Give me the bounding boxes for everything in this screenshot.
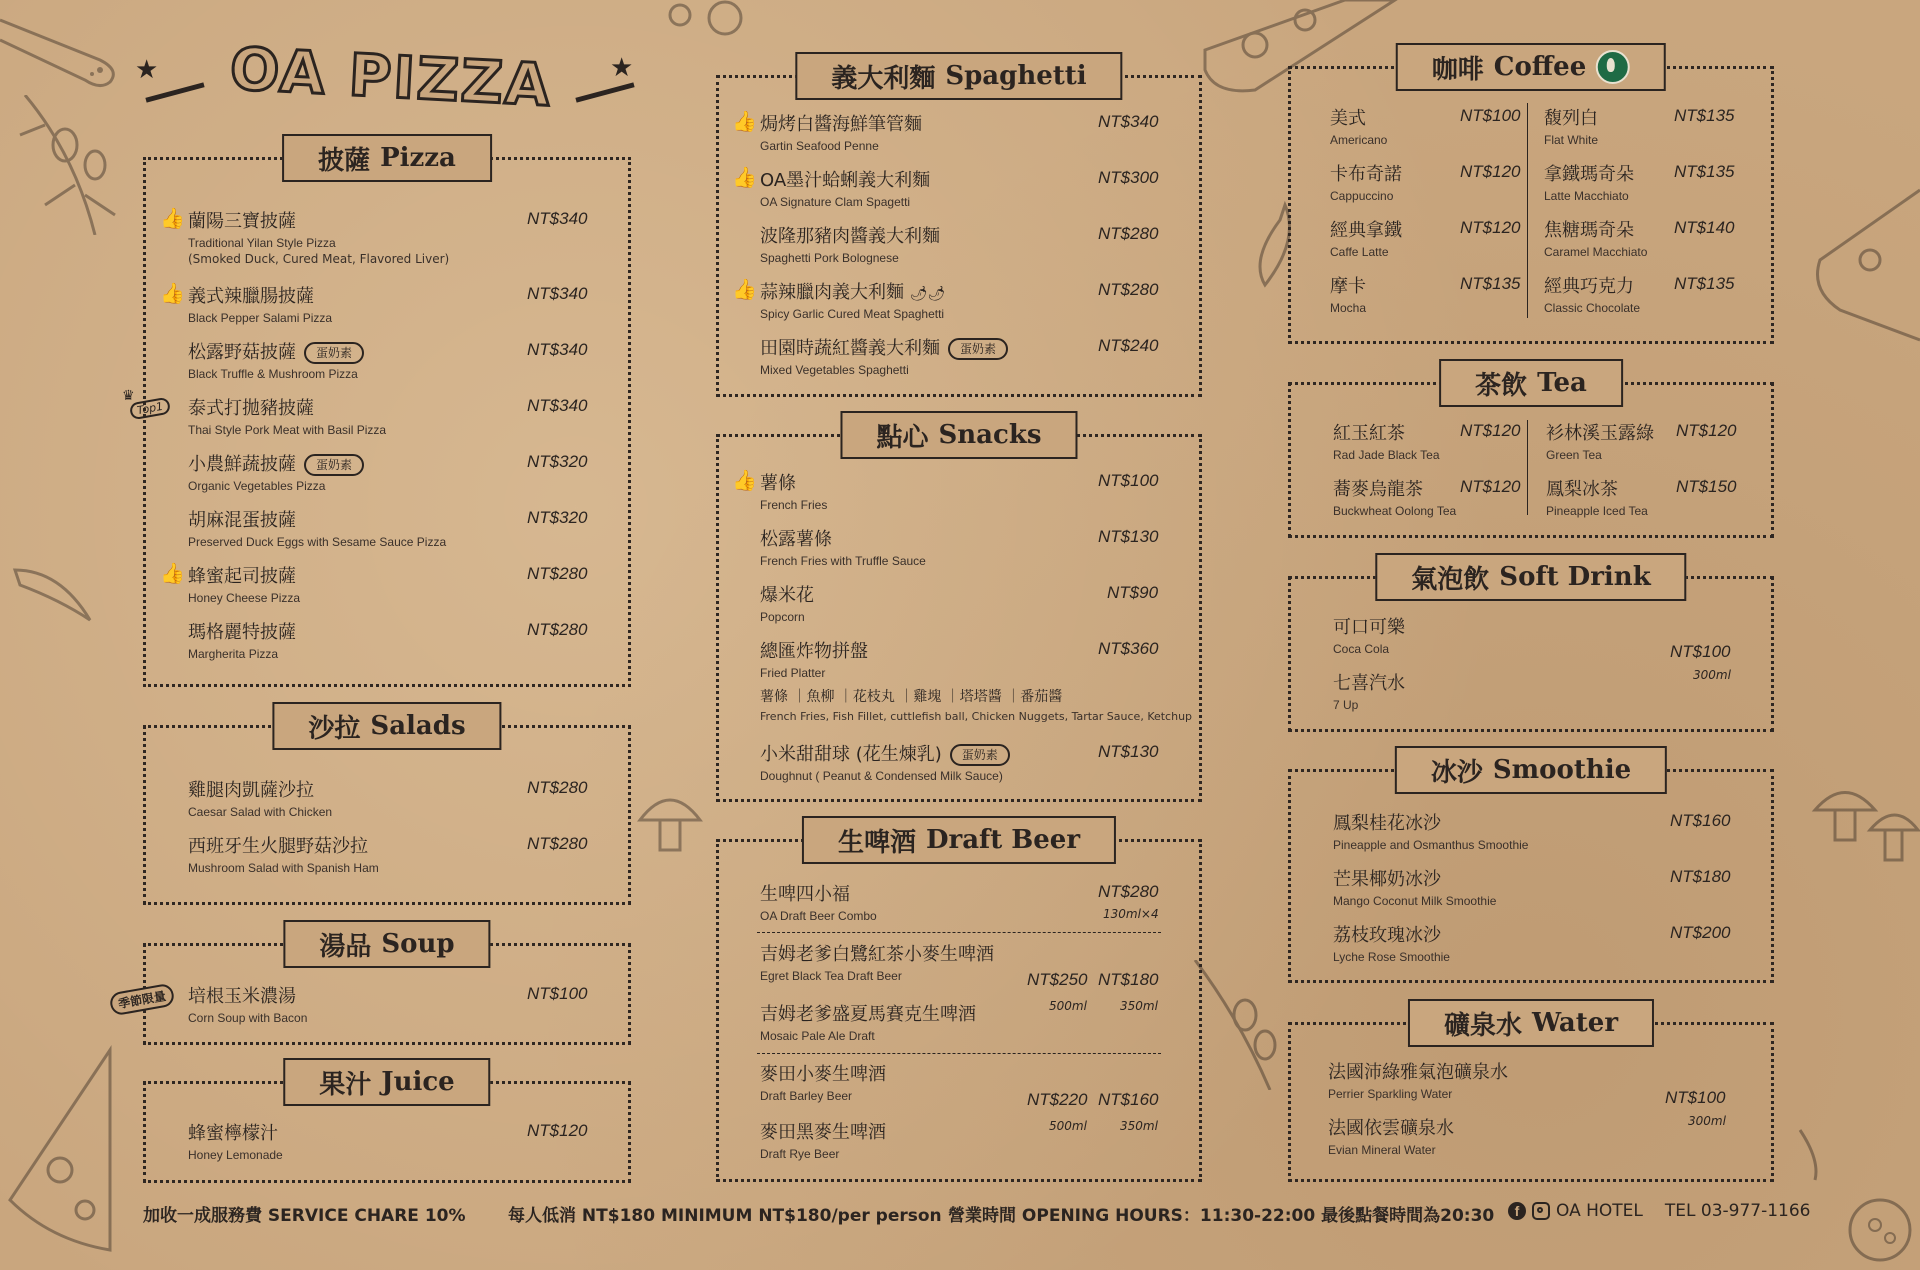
list-item (1544, 216, 1647, 259)
list-item (188, 1119, 283, 1162)
mushroom-sketch-icon (630, 780, 710, 860)
item-name-en: Thai Style Pork Meat with Basil Pizza (188, 423, 387, 437)
list-item (160, 281, 333, 325)
list-item (1546, 475, 1648, 518)
pizza-slice-sketch-icon (0, 1040, 120, 1270)
thumbs-up-icon: 👍 (160, 561, 185, 585)
item-name-zh: 焦糖瑪奇朵 (1544, 220, 1634, 241)
item-price: NT$160 (1670, 811, 1731, 830)
item-price: NT$280 (1098, 224, 1159, 243)
star-icon: ★ (610, 53, 634, 83)
thumbs-up-icon: 👍 (732, 277, 757, 301)
item-name-zh: 經典巧克力 (1544, 276, 1634, 297)
item-price: NT$120 (1460, 162, 1521, 181)
item-name-en: Coca Cola (1333, 642, 1390, 656)
juice-title-zh: 果汁 (319, 1069, 372, 1100)
list-item (732, 109, 922, 153)
star-icon: ★ (135, 55, 159, 85)
item-name-en: Fried Platter (760, 666, 826, 680)
item-name-zh: 衫林溪玉露綠 (1546, 423, 1654, 444)
list-item (760, 581, 814, 624)
list-item (1333, 921, 1450, 964)
logo-left-stroke (145, 82, 204, 102)
item-name-zh: 法國沛綠雅氣泡礦泉水 (1328, 1062, 1508, 1083)
item-note: (Smoked Duck, Cured Meat, Flavored Liver) (188, 252, 450, 266)
item-name-en: Honey Lemonade (188, 1148, 283, 1162)
item-price-small: NT$160 (1098, 1090, 1159, 1109)
item-name-zh: 胡麻混蛋披薩 (188, 510, 296, 531)
water-ribbon (1408, 999, 1654, 1047)
item-name-zh: 雞腿肉凱薩沙拉 (188, 780, 314, 801)
soup-ribbon (283, 920, 490, 968)
snacks-ribbon (840, 411, 1077, 459)
item-name-zh: 鳳梨冰茶 (1546, 479, 1618, 500)
platter-contents-zh: 薯條 ｜魚柳 ｜花枝丸 ｜雞塊 ｜塔塔醬 ｜番茄醬 (760, 689, 1063, 705)
list-item (188, 450, 364, 493)
item-name-en: Spaghetti Pork Bolognese (760, 251, 899, 265)
coffee-title-en: Coffee (1493, 52, 1587, 82)
item-price: NT$320 (527, 452, 588, 471)
item-name-en: Green Tea (1546, 448, 1602, 462)
item-name-zh: 小米甜甜球 (花生煉乳) (760, 744, 942, 765)
item-name-en: Mango Coconut Milk Smoothie (1333, 894, 1497, 908)
item-name-zh: OA墨汁蛤蜊義大利麵 (760, 170, 931, 191)
thumbs-up-icon: 👍 (732, 165, 757, 189)
list-item (1333, 419, 1440, 462)
item-name-zh: 松露野菇披薩 (188, 342, 296, 363)
item-price: NT$280 (527, 834, 588, 853)
hotel-contact (1508, 1201, 1811, 1221)
item-price: NT$280 (527, 620, 588, 639)
item-name-zh: 麥田小麥生啤酒 (760, 1064, 886, 1085)
item-name-en: Caffe Latte (1330, 245, 1389, 259)
item-price: NT$360 (1098, 639, 1159, 658)
list-item (732, 277, 946, 321)
logo (135, 34, 635, 120)
item-name-zh: 波隆那豬肉醬義大利麵 (760, 226, 940, 247)
list-item (188, 338, 364, 381)
item-price: NT$320 (527, 508, 588, 527)
item-name-en: OA Draft Beer Combo (760, 909, 877, 923)
list-item (1544, 104, 1598, 147)
item-price: NT$200 (1670, 923, 1731, 942)
list-item (760, 525, 926, 568)
item-price: NT$280 (1098, 882, 1159, 901)
list-item (760, 740, 1010, 783)
pizza-right-sketch-icon (1800, 180, 1920, 350)
tea-ribbon (1439, 359, 1623, 407)
platter-contents-en: French Fries, Fish Fillet, cuttlefish ball, Chicken Nuggets, Tartar Sauce, Ketchup (760, 710, 1193, 723)
opening-hours: 營業時間 OPENING HOURS：11:30-22:00 最後點餐時間為20:30 (948, 1206, 1495, 1226)
thumbs-up-icon: 👍 (160, 281, 185, 305)
list-item (188, 832, 379, 875)
item-name-zh: 七喜汽水 (1333, 673, 1405, 694)
item-name-zh: 總匯炸物拼盤 (760, 641, 868, 662)
item-name-zh: 小農鮮蔬披薩 (188, 454, 296, 475)
item-price: NT$100 (1098, 471, 1159, 490)
item-name-zh: 義式辣臘腸披薩 (188, 286, 314, 307)
item-price-large: NT$220 (1027, 1090, 1088, 1109)
salads-title-en: Salads (370, 711, 466, 741)
mushroom-right-sketch-icon (1810, 775, 1920, 865)
item-name-en: Black Truffle & Mushroom Pizza (188, 367, 358, 381)
item-name-zh: 吉姆老爹白鷺紅茶小麥生啤酒 (760, 944, 994, 965)
item-name-zh: 蕎麥烏龍茶 (1333, 479, 1423, 500)
item-price-small: NT$180 (1098, 970, 1159, 989)
item-price: NT$135 (1674, 274, 1735, 293)
smoothie-ribbon (1395, 746, 1667, 794)
item-name-zh: 蒜辣臘肉義大利麵 (760, 282, 904, 303)
item-price: NT$340 (1098, 112, 1159, 131)
item-price: NT$280 (1098, 280, 1159, 299)
chili-icon: 🌶🌶 (909, 286, 946, 302)
list-item (1544, 160, 1634, 203)
item-price: NT$140 (1674, 218, 1735, 237)
item-name-en: Latte Macchiato (1544, 189, 1629, 203)
item-name-zh: 鳳梨桂花冰沙 (1333, 813, 1441, 834)
item-name-en: Popcorn (760, 610, 805, 624)
list-item (760, 1118, 886, 1161)
item-name-zh: 麥田黑麥生啤酒 (760, 1122, 886, 1143)
soup-title-zh: 湯品 (319, 931, 372, 962)
list-item (732, 165, 931, 209)
list-item (1330, 160, 1402, 203)
coffee-ribbon (1396, 43, 1666, 91)
item-name-zh: 可口可樂 (1333, 617, 1405, 638)
starbucks-logo-icon (1596, 50, 1630, 84)
item-name-en: Egret Black Tea Draft Beer (760, 969, 902, 983)
pizza-bottom-right-sketch-icon (1790, 1120, 1920, 1270)
logo-text: OA PIZZA (228, 34, 554, 120)
snacks-title-zh: 點心 (876, 422, 929, 453)
item-name-en: Rad Jade Black Tea (1333, 448, 1440, 462)
item-name-zh: 荔枝玫瑰冰沙 (1333, 925, 1441, 946)
telephone: TEL 03-977-1166 (1664, 1201, 1811, 1221)
list-item (1333, 865, 1496, 908)
item-name-en: Margherita Pizza (188, 647, 279, 661)
list-item (122, 388, 387, 437)
item-price: NT$90 (1107, 583, 1159, 602)
item-name-en: Mushroom Salad with Spanish Ham (188, 861, 379, 875)
top1-tag: Top1 (129, 397, 171, 421)
smoothie-title-zh: 冰沙 (1430, 757, 1483, 788)
item-name-en: 7 Up (1333, 698, 1359, 712)
list-item (1333, 669, 1405, 712)
spaghetti-ribbon (795, 52, 1122, 100)
instagram-icon[interactable] (1532, 1202, 1550, 1220)
item-name-zh: 美式 (1330, 108, 1366, 129)
item-name-en: Caramel Macchiato (1544, 245, 1648, 259)
item-price: NT$150 (1676, 477, 1737, 496)
pizza-ribbon (282, 134, 492, 182)
item-name-en: Evian Mineral Water (1328, 1143, 1436, 1157)
item-price: NT$180 (1670, 867, 1731, 886)
item-name-en: Draft Barley Beer (760, 1089, 853, 1103)
list-item (760, 222, 940, 265)
list-item (188, 982, 307, 1025)
item-name-zh: 吉姆老爹盛夏馬賽克生啤酒 (760, 1004, 976, 1025)
item-name-zh: 拿鐵瑪奇朵 (1544, 164, 1634, 185)
olive-branch-right-sketch-icon (1190, 960, 1300, 1090)
sausage-sketch-icon (0, 0, 130, 90)
item-price: NT$340 (527, 396, 588, 415)
coffee-column-divider (1527, 103, 1528, 318)
soup-title-en: Soup (381, 929, 455, 959)
water-title-en: Water (1531, 1008, 1619, 1038)
item-name-zh: 松露薯條 (760, 529, 832, 550)
item-price: NT$120 (527, 1121, 588, 1140)
item-name-en: Doughnut ( Peanut & Condensed Milk Sauce) (760, 769, 1003, 783)
item-name-zh: 瑪格麗特披薩 (188, 622, 296, 643)
volume-small: 350ml (1120, 999, 1158, 1013)
salads-title-zh: 沙拉 (308, 713, 361, 744)
item-price: NT$130 (1098, 742, 1159, 761)
smoothie-title-en: Smoothie (1492, 755, 1632, 785)
logo-right-stroke (575, 82, 634, 102)
item-name-zh: 經典拿鐵 (1330, 220, 1402, 241)
list-item (760, 1000, 976, 1043)
item-price: NT$100 (1665, 1088, 1726, 1107)
list-item (1333, 809, 1528, 852)
item-name-zh: 蘭陽三寶披薩 (188, 211, 296, 232)
list-item (732, 468, 828, 512)
item-price: NT$240 (1098, 336, 1159, 355)
hotel-name: OA HOTEL (1556, 1201, 1643, 1221)
juice-title-en: Juice (381, 1067, 455, 1097)
item-name-zh: 紅玉紅茶 (1333, 423, 1405, 444)
volume-large: 500ml (1049, 1119, 1087, 1133)
juice-ribbon (283, 1058, 490, 1106)
tea-title-en: Tea (1537, 368, 1587, 398)
item-name-zh: 蜂蜜檸檬汁 (188, 1123, 278, 1144)
item-name-en: Cappuccino (1330, 189, 1394, 203)
item-name-en: Classic Chocolate (1544, 301, 1641, 315)
soft-title-en: Soft Drink (1499, 562, 1651, 592)
item-name-en: Black Pepper Salami Pizza (188, 311, 333, 325)
list-item (1330, 272, 1366, 315)
item-name-zh: 培根玉米濃湯 (188, 986, 296, 1007)
thumbs-up-icon: 👍 (732, 109, 757, 133)
item-name-en: Spicy Garlic Cured Meat Spaghetti (760, 307, 945, 321)
soft-drink-ribbon (1375, 553, 1686, 601)
item-name-en: OA Signature Clam Spagetti (760, 195, 911, 209)
snacks-title-en: Snacks (938, 420, 1042, 450)
list-item (1546, 419, 1654, 462)
item-name-zh: 法國依雲礦泉水 (1328, 1118, 1454, 1139)
item-name-en: Caesar Salad with Chicken (188, 805, 333, 819)
item-name-en: Pineapple Iced Tea (1546, 504, 1648, 518)
item-name-en: Organic Vegetables Pizza (188, 479, 326, 493)
item-price: NT$100 (1670, 642, 1731, 661)
item-name-en: Mosaic Pale Ale Draft (760, 1029, 875, 1043)
item-price: NT$100 (1460, 106, 1521, 125)
list-item (760, 334, 1008, 377)
item-price: NT$300 (1098, 168, 1159, 187)
salads-ribbon (272, 702, 501, 750)
item-price: NT$340 (527, 284, 588, 303)
item-price-large: NT$250 (1027, 970, 1088, 989)
soft-title-zh: 氣泡飲 (1411, 564, 1490, 595)
item-name-zh: 摩卡 (1330, 276, 1366, 297)
spaghetti-title-zh: 義大利麵 (831, 63, 936, 94)
water-title-zh: 礦泉水 (1443, 1010, 1522, 1041)
service-charge-note: 加收一成服務費 SERVICE CHARE 10% (143, 1206, 466, 1226)
item-price: NT$135 (1460, 274, 1521, 293)
item-name-en: Buckwheat Oolong Tea (1333, 504, 1457, 518)
beer-divider (757, 932, 1161, 933)
list-item (188, 506, 446, 549)
olive-branch-sketch-icon (15, 95, 135, 235)
volume-small: 350ml (1120, 1119, 1158, 1133)
thumbs-up-icon: 👍 (160, 206, 185, 230)
list-item (188, 618, 296, 661)
item-price: NT$280 (527, 564, 588, 583)
item-name-en: Corn Soup with Bacon (188, 1011, 308, 1025)
list-item (1333, 475, 1456, 518)
vegetarian-badge: 蛋奶素 (304, 454, 364, 476)
volume-large: 500ml (1049, 999, 1087, 1013)
item-price: NT$120 (1676, 421, 1737, 440)
item-price: NT$120 (1460, 421, 1521, 440)
item-name-zh: 焗烤白醬海鮮筆管麵 (760, 114, 922, 135)
spaghetti-title-en: Spaghetti (945, 61, 1087, 91)
item-name-en: Mixed Vegetables Spaghetti (760, 363, 909, 377)
item-name-en: Draft Rye Beer (760, 1147, 840, 1161)
item-name-zh: 泰式打拋豬披薩 (188, 398, 314, 419)
chili-sketch-icon (10, 560, 100, 630)
crown-icon: ♛ (122, 388, 135, 404)
item-price: NT$120 (1460, 218, 1521, 237)
seasonal-tag: 季節限量 (108, 983, 175, 1017)
item-price: NT$340 (527, 340, 588, 359)
list-item (1330, 104, 1387, 147)
item-name-en: Preserved Duck Eggs with Sesame Sauce Pizza (188, 535, 447, 549)
item-name-en: French Fries with Truffle Sauce (760, 554, 926, 568)
list-item (160, 206, 450, 266)
list-item (760, 1060, 886, 1103)
list-item (1333, 613, 1405, 656)
list-item (1544, 272, 1640, 315)
item-name-zh: 馥列白 (1544, 108, 1598, 129)
coffee-title-zh: 咖啡 (1431, 54, 1484, 85)
item-price: NT$280 (527, 778, 588, 797)
item-name-en: Traditional Yilan Style Pizza (188, 236, 336, 250)
pizza-title-zh: 披薩 (318, 145, 371, 176)
minimum-charge-note: 每人低消 NT$180 MINIMUM NT$180/per person (508, 1206, 942, 1226)
item-price: NT$340 (527, 209, 588, 228)
item-name-en: Honey Cheese Pizza (188, 591, 301, 605)
item-volume: 300ml (1693, 668, 1731, 682)
pizza-title-en: Pizza (380, 143, 456, 173)
list-item (1330, 216, 1402, 259)
list-item (760, 880, 877, 923)
item-name-en: Americano (1330, 133, 1388, 147)
list-item (160, 561, 301, 605)
beer-title-zh: 生啤酒 (837, 827, 916, 858)
item-name-en: Mocha (1330, 301, 1367, 315)
item-name-en: French Fries (760, 498, 828, 512)
item-price: NT$100 (527, 984, 588, 1003)
tea-column-divider (1527, 420, 1528, 515)
item-price: NT$120 (1460, 477, 1521, 496)
item-name-en: Flat White (1544, 133, 1599, 147)
list-item (760, 940, 994, 983)
item-price: NT$135 (1674, 162, 1735, 181)
item-price: NT$130 (1098, 527, 1159, 546)
vegetarian-badge: 蛋奶素 (948, 338, 1008, 360)
olive-small-sketch-icon (660, 0, 760, 40)
item-name-en: Pineapple and Osmanthus Smoothie (1333, 838, 1529, 852)
thumbs-up-icon: 👍 (732, 468, 757, 492)
beer-divider (757, 1053, 1161, 1054)
item-name-zh: 爆米花 (760, 585, 814, 606)
item-name-en: Gartin Seafood Penne (760, 139, 879, 153)
item-name-zh: 蜂蜜起司披薩 (188, 566, 296, 587)
tea-title-zh: 茶飲 (1475, 370, 1528, 401)
beer-ribbon (802, 816, 1116, 864)
list-item (188, 776, 332, 819)
vegetarian-badge: 蛋奶素 (950, 744, 1010, 766)
vegetarian-badge: 蛋奶素 (304, 342, 364, 364)
item-volume: 130ml×4 (1103, 907, 1159, 921)
facebook-icon[interactable]: f (1508, 1202, 1526, 1220)
list-item (1328, 1114, 1454, 1157)
item-name-zh: 薯條 (760, 473, 796, 494)
item-name-en: Perrier Sparkling Water (1328, 1087, 1453, 1101)
item-volume: 300ml (1688, 1114, 1726, 1128)
beer-title-en: Draft Beer (925, 825, 1081, 855)
item-name-zh: 田園時蔬紅醬義大利麵 (760, 338, 940, 359)
item-name-zh: 芒果椰奶冰沙 (1333, 869, 1441, 890)
item-name-zh: 卡布奇諾 (1330, 164, 1402, 185)
item-name-zh: 西班牙生火腿野菇沙拉 (188, 836, 368, 857)
item-name-zh: 生啤四小福 (760, 884, 850, 905)
item-name-en: Lyche Rose Smoothie (1333, 950, 1450, 964)
list-item (1328, 1058, 1508, 1101)
item-price: NT$135 (1674, 106, 1735, 125)
